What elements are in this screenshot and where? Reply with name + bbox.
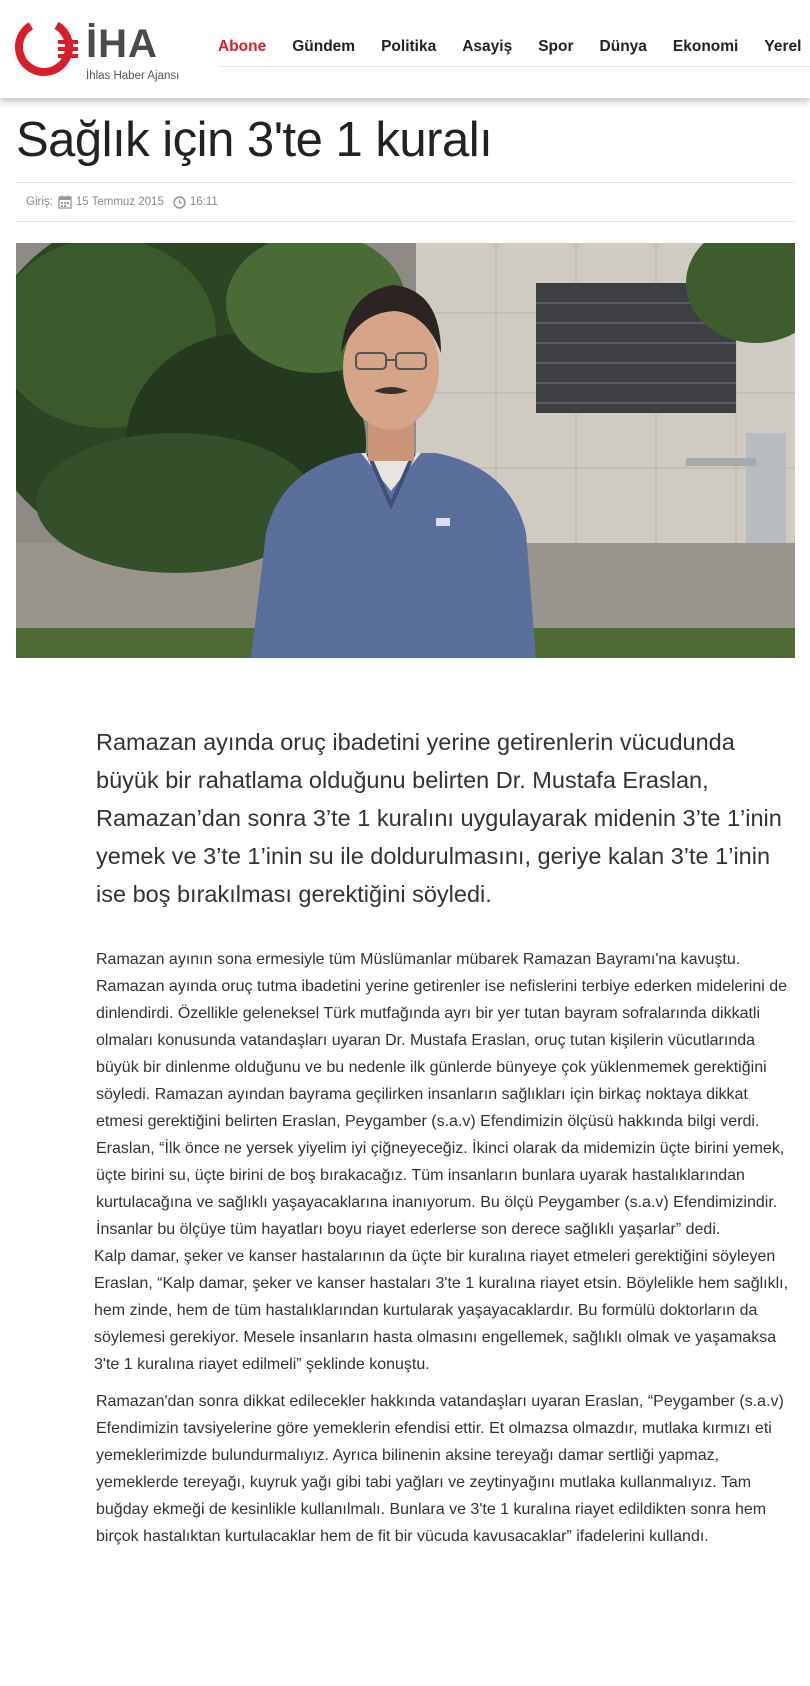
meta-label: Giriş: <box>26 196 53 208</box>
meta-time: 16:11 <box>189 196 218 208</box>
article-meta <box>16 182 795 222</box>
nav-item-dunya[interactable]: Dünya <box>599 38 647 55</box>
nav-item-yerel[interactable]: Yerel <box>764 38 802 55</box>
article-lead: Ramazan ayında oruç ibadetini yerine getirenlerin vücudunda büyük bir rahatlama olduğunu belirten Dr. Mustafa Eraslan, Ramazan’dan sonra 3’te 1 kuralını uygulayarak midenin 3’te 1’inin yemek ve 3’te 1’inin su ile doldurulmasını, geriye kalan 3’te 1’inin ise boş bırakılması gerektiğini söyledi. <box>96 729 782 907</box>
nav-item-spor[interactable]: Spor <box>538 38 574 55</box>
nav-item-gundem[interactable]: Gündem <box>292 38 356 55</box>
nav-item-abone[interactable]: Abone <box>218 38 267 55</box>
calendar-icon <box>58 195 72 209</box>
site-header <box>0 0 810 98</box>
brand-subtitle: İhlas Haber Ajansı <box>86 70 180 82</box>
body-paragraph-3: Ramazan'dan sonra dikkat edilecekler hakkında vatandaşları uyaran Eraslan, “Peygamber (s.a.v) Efendimizin tavsiyelerine göre yemeklerin efendisi ettir. Et olmazsa olmazdır, mutlaka kırmızı eti yemeklerimizde bulundurmalıyız. Ayrıca bilinenin aksine tereyağı damar sertliği yapmaz, yemeklerde tereyağı, kuyruk yağı gibi tabi yağları ve zeytinyağını mutlaka kullanmalıyız. Tam buğday ekmeği de kesinlikle kullanılmalı. Bunlara ve 3'te 1 kuralına riayet edildikten sonra hem birçok hastalıktan kurtulacaklar hem de fit bir vücuda kavusacaklar” ifadelerini kullandı. <box>96 1393 784 1545</box>
logo-mark-icon <box>14 14 78 80</box>
main-nav <box>218 38 810 68</box>
clock-icon <box>173 196 186 209</box>
body-paragraph-2: Kalp damar, şeker ve kanser hastalarının da üçte bir kuralına riayet etmeleri gerektiğini söyleyen Eraslan, “Kalp damar, şeker ve kanser hastaları 3'te 1 kuralına riayet etsin. Böylelikle hem sağlıklı, hem zinde, hem de tüm hastalıklarından kurtularak yaşayacaklardır. Bu formülü doktorların da söylemesi gerekiyor. Mesele insanların hasta olmasını engellemek, sağlıklı olmak ve yaşamaksa 3'te 1 kuralına riayet edilmeli” şeklinde konuştu. <box>94 1248 789 1373</box>
nav-item-asayis[interactable]: Asayiş <box>462 38 513 55</box>
nav-item-ekonomi[interactable]: Ekonomi <box>672 38 739 55</box>
brand-name: İHA <box>86 22 158 66</box>
nav-item-politika[interactable]: Politika <box>381 38 437 55</box>
site-logo[interactable] <box>14 14 194 84</box>
body-paragraph-1: Ramazan ayının sona ermesiyle tüm Müslümanlar mübarek Ramazan Bayramı'na kavuştu. Ramazan ayında oruç tutma ibadetini yerine getirenler ise nefislerini terbiye ederken midelerini de dinlendirdi. Özellikle geleneksel Türk mutfağında ayrı bir yer tutan bayram sofralarında dikkatli olmaları konusunda vatandaşları uyaran Dr. Mustafa Eraslan, oruç tutan kişilerin vücutlarında büyük bir dinlenme olduğunu ve bu nedenle ilk günlerde bünyeye çok yüklenmemek gerektiğini söyledi. Ramazan ayından bayrama geçilirken insanların sağlıkları için birkaç noktaya dikkat etmesi gerektiğini belirten Eraslan, Peygamber (s.a.v) Efendimizin ölçüsü hakkında bilgi verdi. Eraslan, “İlk önce ne yersek yiyelim iyi çiğneyeceğiz. İkinci olarak da midemizin üçte birini yemek, üçte birini su, üçte birini de boş bırakacağız. Tüm insanların bunlara uyarak hastalıklarından kurtulacağına ve sağlıklı yaşayacaklarına inanıyorum. Bu ölçü Peygamber (s.a.v) Efendimizindir. İnsanlar bu ölçüye tüm hayatları boyu riayet ederlerse son derece sağlıklı yaşarlar” dedi. <box>96 951 788 1238</box>
article-body <box>96 946 796 1550</box>
article-title: Sağlık için 3'te 1 kuralı <box>16 113 493 167</box>
article-photo <box>16 243 795 658</box>
nav-divider <box>218 66 810 67</box>
meta-date: 15 Temmuz 2015 <box>75 196 164 208</box>
